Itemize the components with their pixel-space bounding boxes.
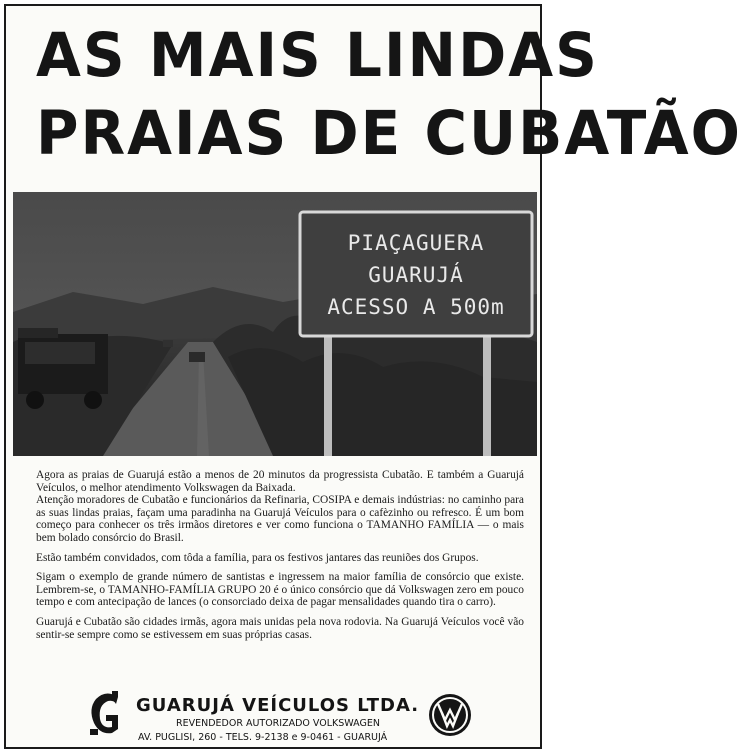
sign-line-3: ACESSO A 500m	[327, 295, 505, 319]
headline-line-2: PRAIAS DE CUBATÃO	[36, 97, 742, 169]
vw-logo-icon	[428, 693, 472, 737]
dealer-footer	[6, 681, 540, 743]
ad-body-text	[36, 469, 524, 648]
paragraph-3: Estão também convidados, com tôda a família, para os festivos jantares das reuniões dos Grupos.	[36, 551, 479, 564]
company-name: GUARUJÁ VEÍCULOS LTDA.	[136, 695, 420, 716]
sign-line-1: PIAÇAGUERA	[347, 231, 485, 255]
paragraph-5: Guarujá e Cubatão são cidades irmãs, agora mais unidas pela nova rodovia. Na Guarujá Veículos você vão sentir-se sempre como se estivessem em suas próprias casas.	[36, 615, 524, 641]
dealer-line: REVENDEDOR AUTORIZADO VOLKSWAGEN	[176, 718, 380, 729]
paragraph-2: Atenção moradores de Cubatão e funcionários da Refinaria, COSIPA e demais indústrias: no caminho para as suas lindas praias, façam uma paradinha na Guarujá Veículos para o cafèzinho ou refresco. É um bom começo para conhecer os três irmãos diretores e ver como funciona o TAMANHO FAMÍLIA — o mais bem bolado consórcio do Brasil.	[36, 494, 524, 544]
paragraph-4: Sigam o exemplo de grande número de santistas e ingressem na maior família de consórcio que existe. Lembrem-se, o TAMANHO-FAMÍLIA GRUPO 20 é o único consórcio que dá Volkswagen zero em pouco tempo e com antecipação de lances (o consorciado deixa de pagar mensalidades quando tira o carro).	[36, 571, 524, 609]
address-line: AV. PUGLISI, 260 - TELS. 9-2138 e 9-0461 - GUARUJÁ	[138, 732, 388, 743]
photo-illustration	[13, 192, 537, 456]
headline-line-1: AS MAIS LINDAS	[36, 19, 599, 91]
sign-line-2: GUARUJÁ	[368, 263, 464, 287]
advertisement-page	[4, 4, 742, 749]
road-sign-photo	[13, 192, 537, 456]
paragraph-1: Agora as praias de Guarujá estão a menos de 20 minutos da progressista Cubatão. E também a Guarujá Veículos, o melhor atendimento Volkswagen da Baixada.	[36, 469, 524, 494]
g-letter-logo-icon	[88, 689, 124, 737]
